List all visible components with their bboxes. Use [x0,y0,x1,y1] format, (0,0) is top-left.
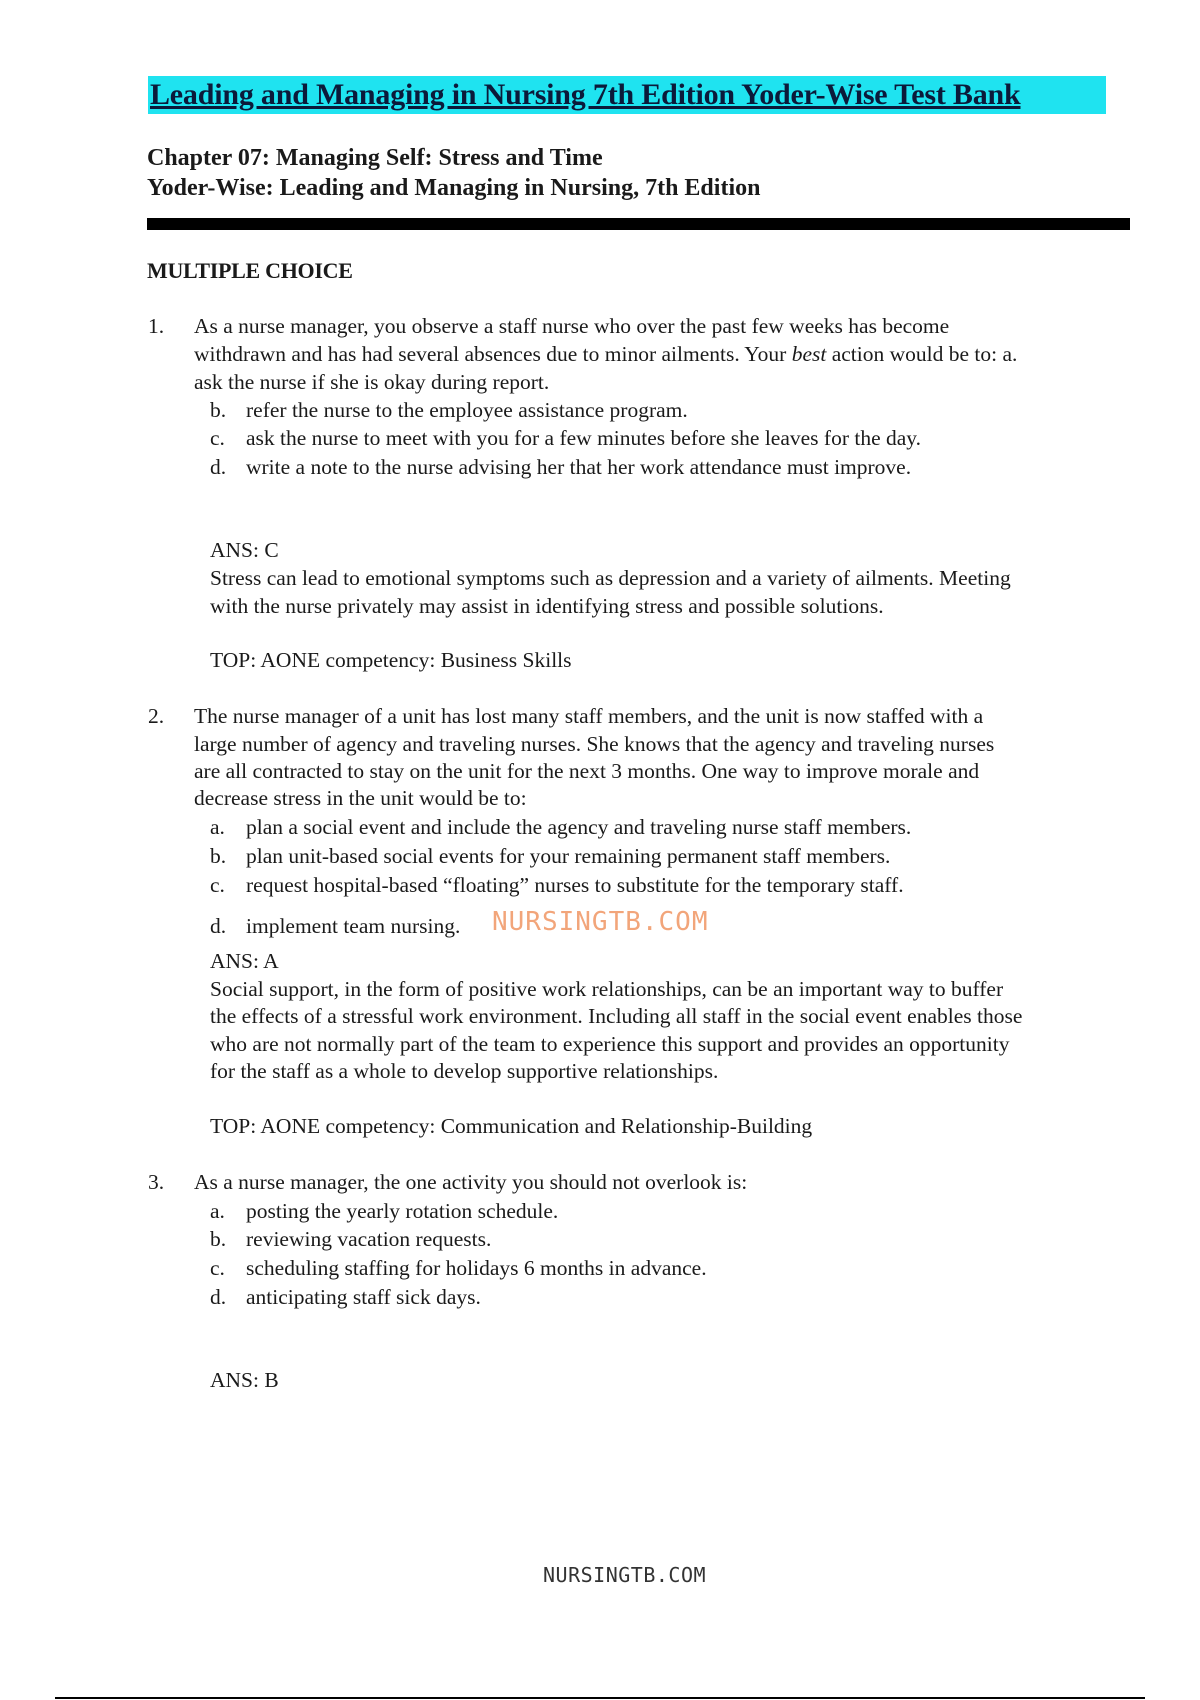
answer-key: ANS: B [210,1368,279,1392]
option-letter: c. [210,873,225,897]
option-text: implement team nursing. [246,914,461,938]
chapter-heading: Chapter 07: Managing Self: Stress and Time [147,145,603,171]
answer-key: ANS: A [210,949,279,973]
rationale-line: for the staff as a whole to develop supportive relationships. [210,1059,719,1083]
option-letter: d. [210,1285,227,1309]
option-text: plan a social event and include the agency and traveling nurse staff members. [246,815,912,839]
question-number: 2. [148,704,165,728]
option-letter: a. [210,1199,225,1223]
option-text: request hospital-based “floating” nurses to substitute for the temporary staff. [246,873,904,897]
rationale-line: the effects of a stressful work environment. Including all staff in the social event enables those [210,1004,1023,1028]
question-stem-line: As a nurse manager, the one activity you should not overlook is: [194,1170,748,1194]
option-text: anticipating staff sick days. [246,1285,481,1309]
option-text: scheduling staffing for holidays 6 months in advance. [246,1256,707,1280]
question-stem-line: As a nurse manager, you observe a staff nurse who over the past few weeks has become [194,314,950,338]
option-letter: d. [210,914,227,938]
option-letter: b. [210,398,227,422]
option-text: write a note to the nurse advising her that her work attendance must improve. [246,455,912,479]
heading-rule [147,218,1130,230]
topic-line: TOP: AONE competency: Communication and Relationship-Building [210,1114,813,1138]
option-letter: a. [210,815,225,839]
emphasis-text: best [791,342,827,366]
question-stem-line: withdrawn and has had several absences due to minor ailments. Your best action would be to: a. [194,342,1018,366]
book-heading: Yoder-Wise: Leading and Managing in Nursing, 7th Edition [147,175,761,201]
rationale-line: Social support, in the form of positive work relationships, can be an important way to buffer [210,977,1004,1001]
option-text: reviewing vacation requests. [246,1227,492,1251]
option-text: refer the nurse to the employee assistance program. [246,398,688,422]
topic-line: TOP: AONE competency: Business Skills [210,648,572,672]
option-letter: d. [210,455,227,479]
rationale-line: with the nurse privately may assist in identifying stress and possible solutions. [210,594,884,618]
document-title: Leading and Managing in Nursing 7th Edition Yoder-Wise Test Bank [150,78,1021,111]
option-letter: b. [210,1227,227,1251]
answer-key: ANS: C [210,538,279,562]
option-letter: c. [210,426,225,450]
rationale-line: who are not normally part of the team to experience this support and provides an opportunity [210,1032,1010,1056]
option-text: plan unit-based social events for your remaining permanent staff members. [246,844,891,868]
footer-watermark: NURSINGTB.COM [543,1563,707,1587]
option-letter: b. [210,844,227,868]
question-stem-line: ask the nurse if she is okay during report. [194,370,550,394]
option-text: posting the yearly rotation schedule. [246,1199,559,1223]
option-text: ask the nurse to meet with you for a few minutes before she leaves for the day. [246,426,922,450]
question-stem-line: large number of agency and traveling nurses. She knows that the agency and traveling nurses [194,732,995,756]
question-stem-line: are all contracted to stay on the unit for the next 3 months. One way to improve morale and [194,759,980,783]
watermark-text: NURSINGTB.COM [492,907,709,937]
question-number: 3. [148,1170,165,1194]
rationale-line: Stress can lead to emotional symptoms such as depression and a variety of ailments. Meeting [210,566,1011,590]
option-letter: c. [210,1256,225,1280]
question-number: 1. [148,314,165,338]
question-stem-line: decrease stress in the unit would be to: [194,786,527,810]
page-bottom-rule [55,1697,1145,1699]
question-stem-line: The nurse manager of a unit has lost many staff members, and the unit is now staffed with a [194,704,984,728]
section-heading: MULTIPLE CHOICE [147,258,353,283]
